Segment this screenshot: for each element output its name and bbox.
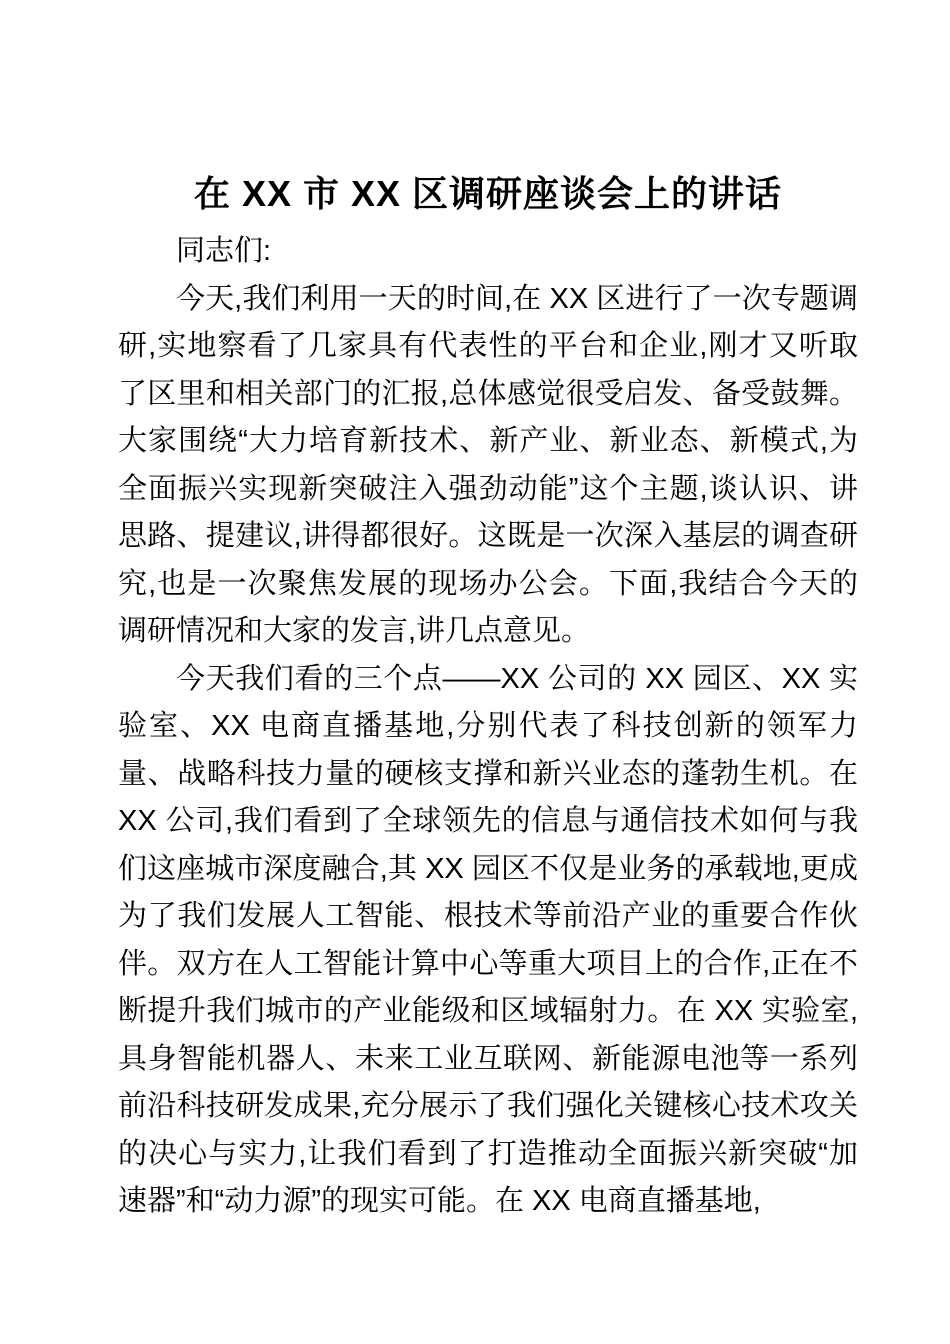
document-content [118, 0, 858, 1226]
document-title: 在 XX 市 XX 区调研座谈会上的讲话 [193, 173, 783, 214]
paragraph-overview: 今天,我们利用一天的时间,在 XX 区进行了一次专题调研,实地察看了几家具有代表性的平台和企业,刚才又听取了区里和相关部门的汇报,总体感觉很受启发、备受鼓舞。大家围绕“大力培育新技术、新产业、新业态、新模式,为全面振兴实现新突破注入强劲动能”这个主题,谈认识、讲思路、提建议,讲得都很好。这既是一次深入基层的调查研究,也是一次聚焦发展的现场办公会。下面,我结合今天的调研情况和大家的发言,讲几点意见。 [118, 282, 858, 647]
salutation: 同志们: [176, 235, 272, 267]
paragraph-three-sites: 今天我们看的三个点——XX 公司的 XX 园区、XX 实验室、XX 电商直播基地,分别代表了科技创新的领军力量、战略科技力量的硬核支撑和新兴业态的蓬勃生机。在 XX 公司,我们看到了全球领先的信息与通信技术如何与我们这座城市深度融合,其 XX 园区不仅是业务的承载地,更成为了我们发展人工智能、根技术等前沿产业的重要合作伙伴。双方在人工智能计算中心等重大项目上的合作,正在不断提升我们城市的产业能级和区域辐射力。在 XX 实验室,具身智能机器人、未来工业互联网、新能源电池等一系列前沿科技研发成果,充分展示了我们强化关键核心技术攻关的决心与实力,让我们看到了打造推动全面振兴新突破“加速器”和“动力源”的现实可能。在 XX 电商直播基地, [118, 662, 858, 1217]
